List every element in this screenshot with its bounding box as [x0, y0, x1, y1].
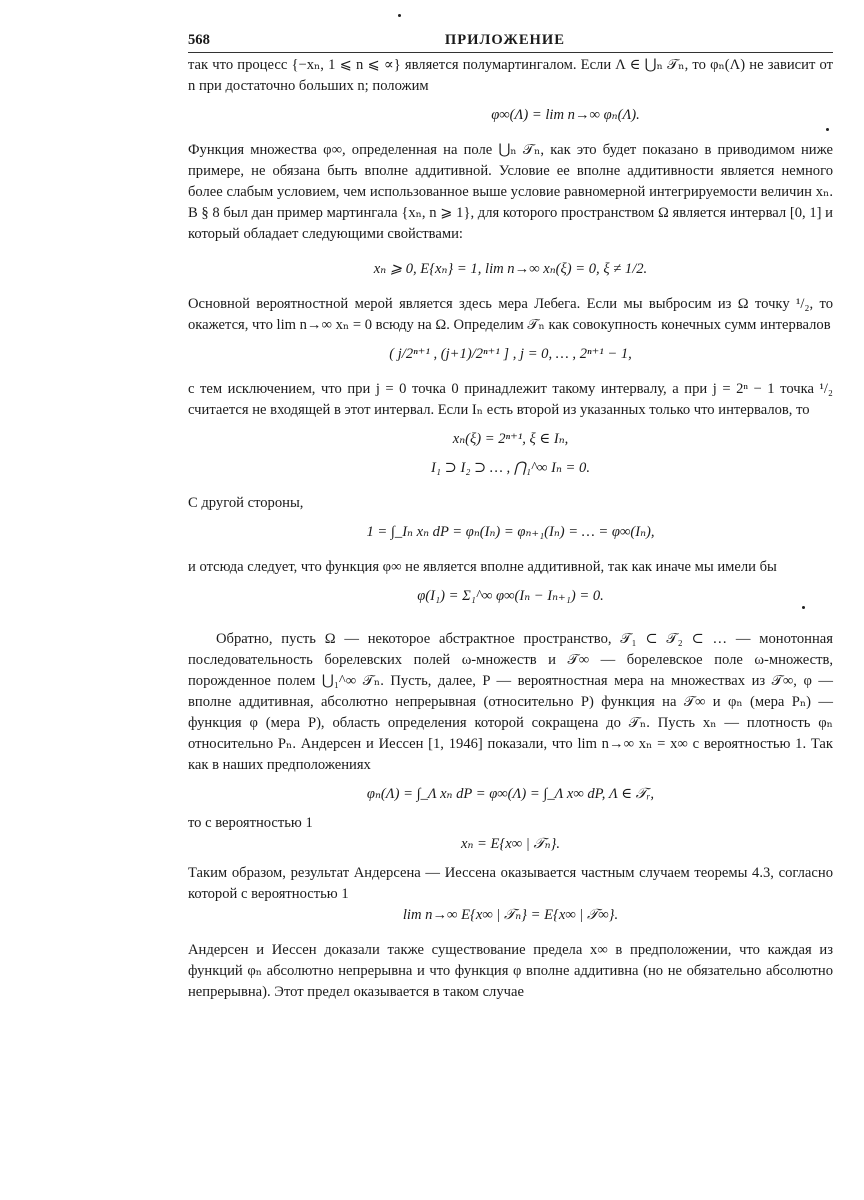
scan-speck	[802, 606, 805, 609]
paragraph: так что процесс {−xₙ, 1 ⩽ n ⩽ ∝} является полумартингалом. Если Λ ∈ ⋃ₙ 𝒯ₙ, то φₙ(Λ) не зависит от n при достаточно больших n; положим	[188, 57, 833, 94]
page	[188, 30, 833, 1003]
display-formula: ( j/2ⁿ⁺¹ , (j+1)/2ⁿ⁺¹ ] , j = 0, … , 2ⁿ⁺¹ − 1,	[389, 346, 632, 362]
paragraph: Основной вероятностной мерой является здесь мера Лебега. Если мы выбросим из Ω точку ¹/₂, то окажется, что lim n→∞ xₙ = 0 всюду на Ω. Определим 𝒯ₙ как совокупность конечных сумм интервалов	[188, 296, 833, 333]
page-number: 568	[188, 32, 210, 48]
scan-speck	[398, 14, 401, 17]
paragraph: Андерсен и Иессен доказали также существование предела x∞ в предположении, что каждая из функций φₙ абсолютно непрерывна и что функция φ вполне аддитивна (но не обязательно абсолютно непрерывна). Этот предел оказывается в таком случае	[188, 942, 833, 1000]
header-rule	[188, 52, 833, 53]
paragraph: и отсюда следует, что функция φ∞ не является вполне аддитивной, так как иначе мы имели бы	[188, 559, 777, 575]
paragraph: с тем исключением, что при j = 0 точка 0 принадлежит такому интервалу, а при j = 2ⁿ − 1 точка ¹/₂ считается не входящей в этот интервал. Если Iₙ есть второй из указанных только что интервалов, то	[188, 381, 833, 418]
paragraph: то с вероятностью 1	[188, 815, 313, 831]
display-formula: xₙ ⩾ 0, E{xₙ} = 1, lim n→∞ xₙ(ξ) = 0, ξ ≠ 1/2.	[373, 261, 648, 277]
paragraph: С другой стороны,	[188, 495, 304, 511]
display-formula: lim n→∞ E{x∞ | 𝒯ₙ} = E{x∞ | 𝒯∞}.	[402, 907, 619, 923]
display-formula: φ∞(Λ) = lim n→∞ φₙ(Λ).	[491, 107, 640, 123]
display-formula: φₙ(Λ) = ∫_Λ xₙ dP = φ∞(Λ) = ∫_Λ x∞ dP, Λ ∈ 𝒯ᵣ,	[366, 786, 655, 802]
paragraph: Обратно, пусть Ω — некоторое абстрактное пространство, 𝒯₁ ⊂ 𝒯₂ ⊂ … — монотонная последовательность борелевских полей ω-множеств и 𝒯∞ — борелевское поле ω-множеств, порожденное полем ⋃₁^∞ 𝒯ₙ. Пусть, далее, P — вероятностная мера на множествах из 𝒯∞, φ — вполне аддитивная, абсолютно непрерывная (относительно P) функция на 𝒯∞ и φₙ (мера Pₙ) — функция φ (мера P), область определения которой сокращена до 𝒯ₙ. Пусть xₙ — плотность φₙ относительно Pₙ. Андерсен и Иессен [1, 1946] показали, что lim n→∞ xₙ = x∞ с вероятностью 1. Так как в наших предположениях	[188, 631, 833, 773]
running-header	[188, 30, 833, 52]
scan-speck	[826, 128, 829, 131]
display-formula: xₙ(ξ) = 2ⁿ⁺¹, ξ ∈ Iₙ,	[452, 431, 569, 447]
running-title: ПРИЛОЖЕНИЕ	[444, 32, 565, 48]
paragraph: Таким образом, результат Андерсена — Иессена оказывается частным случаем теоремы 4.3, согласно которой с вероятностью 1	[188, 865, 833, 902]
display-formula: φ(I₁) = Σ₁^∞ φ∞(Iₙ − Iₙ₊₁) = 0.	[417, 588, 604, 604]
display-formula: I₁ ⊃ I₂ ⊃ … , ⋂₁^∞ Iₙ = 0.	[431, 460, 590, 476]
display-formula: xₙ = E{x∞ | 𝒯ₙ}.	[460, 836, 561, 852]
paragraph: Функция множества φ∞, определенная на поле ⋃ₙ 𝒯ₙ, как это будет показано в приводимом ниже примере, не обязана быть вполне аддитивной. Условие ее вполне аддитивности является немного более слабым условием, чем использованное выше условие равномерной интегрируемости величин xₙ. В § 8 был дан пример мартингала {xₙ, n ⩾ 1}, для которого пространством Ω является интервал [0, 1] и который обладает следующими свойствами:	[188, 142, 833, 242]
display-formula: 1 = ∫_Iₙ xₙ dP = φₙ(Iₙ) = φₙ₊₁(Iₙ) = … = φ∞(Iₙ),	[366, 524, 655, 540]
